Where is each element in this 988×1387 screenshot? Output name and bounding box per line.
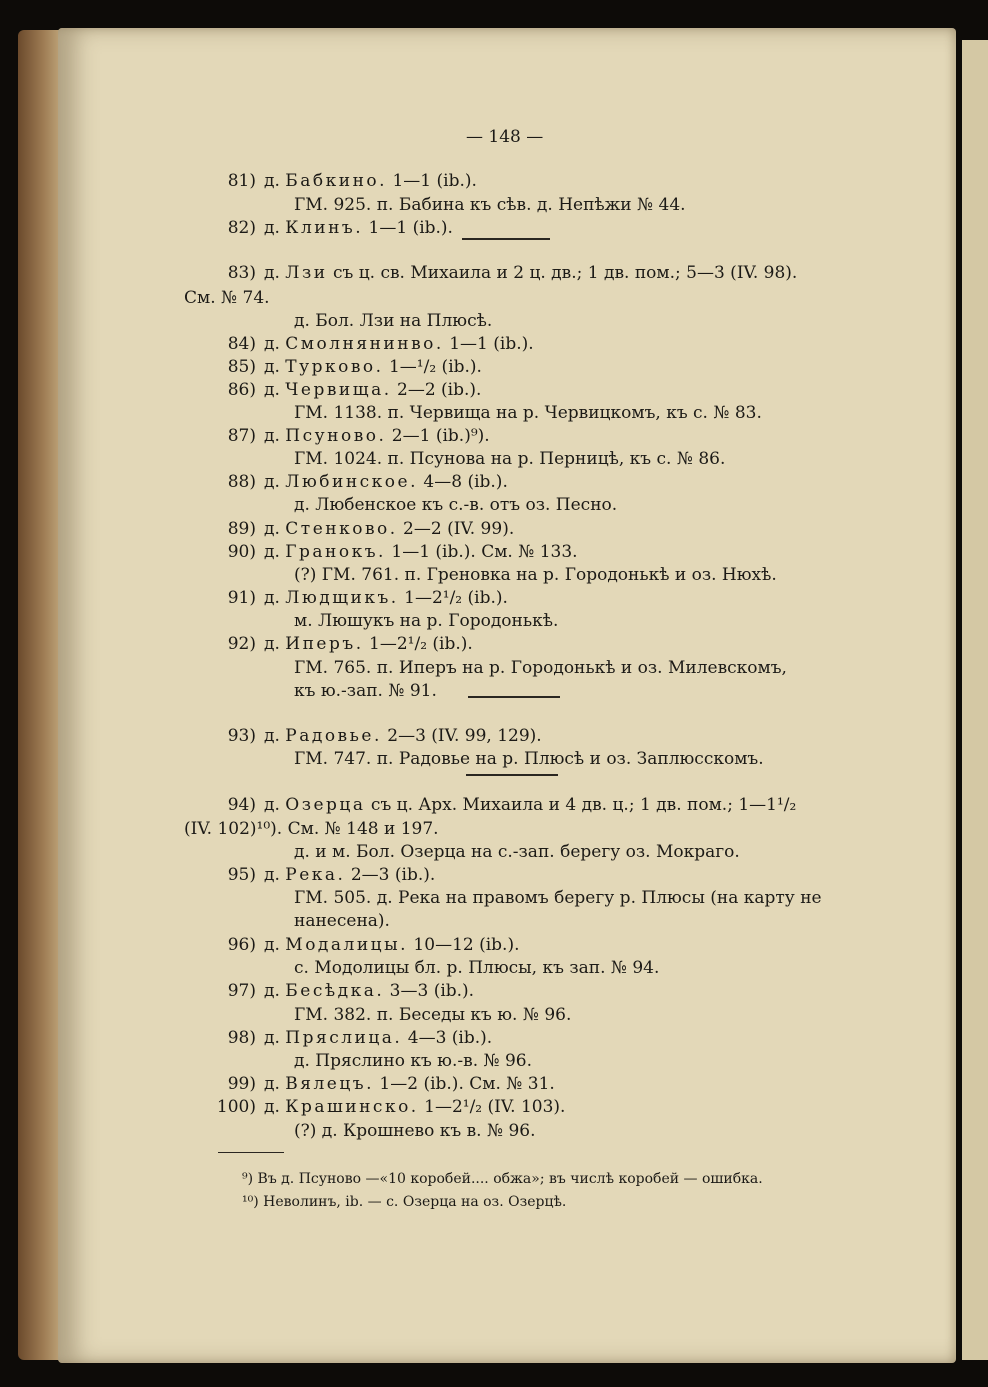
entry-number: 97) (227, 981, 256, 1001)
entry-name: Пряслица. (285, 1028, 403, 1048)
entry-note: ГМ. 1024. п. Псунова на р. Перницѣ, къ с. № 86. (294, 449, 726, 469)
entry-name: Модалицы. (285, 935, 409, 955)
entry-line (264, 379, 481, 401)
entry-prefix: д. (264, 935, 286, 955)
entry-note: д. Пряслино къ ю.-в. № 96. (294, 1051, 533, 1071)
entry-continuation: См. № 74. (184, 288, 270, 308)
entry-details: 2—1 (ib.)⁹). (386, 426, 490, 446)
entry-line (264, 217, 453, 239)
entry-line (264, 262, 797, 284)
entry-prefix: д. (264, 218, 286, 238)
entry-note: д. Любенское къ с.-в. отъ оз. Песно. (294, 495, 618, 515)
entry-note: нанесена). (294, 911, 390, 931)
entry-number: 93) (227, 726, 256, 746)
entry-name: Вялецъ. (285, 1074, 375, 1094)
entry-details: съ ц. Арх. Михаила и 4 дв. ц.; 1 дв. пом.; 1—1¹/₂ (365, 795, 797, 815)
entry-name: Бабкино. (285, 171, 388, 191)
entry-number: 98) (227, 1028, 256, 1048)
entry-details: 4—3 (ib.). (402, 1028, 493, 1048)
entry-number: 96) (227, 935, 256, 955)
entry-name: Крашинско. (285, 1097, 419, 1117)
entry-details: 1—1 (ib.). (363, 218, 453, 238)
entry-name: Турково. (285, 357, 384, 377)
entry-note: ГМ. 1138. п. Червища на р. Червицкомъ, къ с. № 83. (294, 403, 762, 423)
entry-line (264, 934, 520, 956)
entry-details: 3—3 (ib.). (384, 981, 475, 1001)
entry-number: 95) (227, 865, 256, 885)
entry-name: Иперъ. (285, 634, 364, 654)
entry-details: 1—2¹/₂ (IV. 103). (418, 1097, 566, 1117)
entry-details: 2—2 (IV. 99). (397, 519, 515, 539)
entry-number: 87) (227, 426, 256, 446)
entry-number: 99) (227, 1074, 256, 1094)
entry-note: ГМ. 382. п. Беседы къ ю. № 96. (294, 1005, 572, 1025)
entry-prefix: д. (264, 634, 286, 654)
entry-details: 1—2¹/₂ (ib.). (363, 634, 473, 654)
entry-prefix: д. (264, 519, 286, 539)
entry-note: ГМ. 925. п. Бабина къ сѣв. д. Непѣжи № 44. (294, 195, 686, 215)
footnote-separator (218, 1152, 284, 1153)
entry-note: ГМ. 505. д. Река на правомъ берегу р. Плюсы (на карту не (294, 888, 822, 908)
entry-note: къ ю.-зап. № 91. (294, 681, 437, 701)
entry-continuation: (IV. 102)¹⁰). См. № 148 и 197. (184, 819, 439, 839)
entry-prefix: д. (264, 588, 286, 608)
entry-line (264, 794, 796, 816)
entry-line (264, 541, 578, 563)
entry-prefix: д. (264, 334, 286, 354)
entry-number: 84) (227, 334, 256, 354)
entry-prefix: д. (264, 263, 286, 283)
entry-line (264, 518, 514, 540)
entry-details: 1—¹/₂ (ib.). (383, 357, 482, 377)
entry-name: Радовье. (285, 726, 382, 746)
entry-number: 85) (227, 357, 256, 377)
entry-details: 2—3 (IV. 99, 129). (381, 726, 542, 746)
entry-details: 2—2 (ib.). (391, 380, 482, 400)
entry-prefix: д. (264, 380, 286, 400)
entry-name: Стенково. (285, 519, 398, 539)
entry-prefix: д. (264, 472, 286, 492)
entry-note: ГМ. 747. п. Радовье на р. Плюсѣ и оз. Заплюсскомъ. (294, 749, 764, 769)
separator (468, 696, 560, 698)
entry-prefix: д. (264, 726, 286, 746)
entry-line (264, 725, 542, 747)
entry-number: 100) (216, 1097, 256, 1117)
entry-name: Лзи (285, 263, 328, 283)
entry-prefix: д. (264, 795, 286, 815)
entry-details: 1—1 (ib.). (443, 334, 534, 354)
entry-line (264, 633, 473, 655)
entry-number: 90) (227, 542, 256, 562)
entry-note: д. Бол. Лзи на Плюсѣ. (294, 311, 493, 331)
entry-number: 81) (227, 171, 256, 191)
entry-note: ГМ. 765. п. Иперъ на р. Городонькѣ и оз. Милевскомъ, (294, 658, 787, 678)
entry-number: 89) (227, 519, 256, 539)
entry-details: съ ц. св. Михаила и 2 ц. дв.; 1 дв. пом.; 5—3 (IV. 98). (327, 263, 798, 283)
entry-prefix: д. (264, 426, 286, 446)
page-number: — 148 — (466, 127, 544, 147)
entry-number: 91) (227, 588, 256, 608)
separator (462, 238, 550, 240)
entry-name: Смолнянинво. (285, 334, 444, 354)
entry-prefix: д. (264, 357, 286, 377)
entry-name: Клинъ. (285, 218, 364, 238)
entry-prefix: д. (264, 1097, 286, 1117)
entry-details: 2—3 (ib.). (345, 865, 436, 885)
entry-line (264, 471, 508, 493)
entry-details: 10—12 (ib.). (408, 935, 520, 955)
entry-line (264, 1096, 565, 1118)
entry-details: 1—1 (ib.). См. № 133. (385, 542, 578, 562)
entry-details: 1—2 (ib.). См. № 31. (374, 1074, 555, 1094)
entry-name: Червища. (285, 380, 392, 400)
separator (466, 774, 558, 776)
entry-note: (?) д. Крошнево къ в. № 96. (294, 1121, 536, 1141)
entry-prefix: д. (264, 542, 286, 562)
entry-line (264, 333, 534, 355)
entry-line (264, 864, 435, 886)
footnote: ¹⁰) Неволинъ, ib. — с. Озерца на оз. Озерцѣ. (242, 1194, 567, 1210)
entry-prefix: д. (264, 981, 286, 1001)
entry-name: Гранокъ. (285, 542, 386, 562)
entry-name: Река. (285, 865, 346, 885)
entry-note: д. и м. Бол. Озерца на с.-зап. берегу оз. Мокраго. (294, 842, 740, 862)
next-page-edge (962, 40, 988, 1360)
entry-number: 82) (227, 218, 256, 238)
entry-details: 1—2¹/₂ (ib.). (398, 588, 508, 608)
entry-prefix: д. (264, 1074, 286, 1094)
entry-line (264, 587, 508, 609)
entry-number: 92) (227, 634, 256, 654)
entry-prefix: д. (264, 171, 286, 191)
entry-prefix: д. (264, 865, 286, 885)
entry-number: 88) (227, 472, 256, 492)
entry-name: Любинское. (285, 472, 419, 492)
entry-line (264, 425, 490, 447)
entry-line (264, 1073, 555, 1095)
entry-number: 86) (227, 380, 256, 400)
entry-line (264, 356, 482, 378)
entry-name: Бесѣдка. (285, 981, 385, 1001)
entry-name: Людщикъ. (285, 588, 399, 608)
entry-line (264, 1027, 492, 1049)
entry-number: 83) (227, 263, 256, 283)
footnote: ⁹) Въ д. Псуново —«10 коробей.... обжа»; въ числѣ коробей — ошибка. (242, 1171, 763, 1187)
entry-details: 4—8 (ib.). (418, 472, 508, 492)
entry-note: с. Модолицы бл. р. Плюсы, къ зап. № 94. (294, 958, 660, 978)
entry-line (264, 170, 477, 192)
entry-prefix: д. (264, 1028, 286, 1048)
entry-note: (?) ГМ. 761. п. Греновка на р. Городонькѣ и оз. Нюхѣ. (294, 565, 777, 585)
entry-details: 1—1 (ib.). (387, 171, 477, 191)
entry-name: Псуново. (285, 426, 387, 446)
entry-number: 94) (227, 795, 256, 815)
entry-line (264, 980, 474, 1002)
entry-note: м. Люшукъ на р. Городонькѣ. (294, 611, 559, 631)
entry-name: Озерца (285, 795, 366, 815)
